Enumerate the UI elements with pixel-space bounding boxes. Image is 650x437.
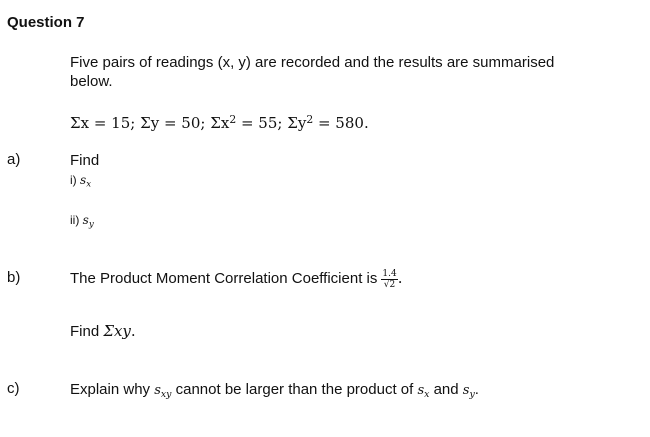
sum-x-squared-base: Σx	[210, 114, 230, 132]
variable-subscript: x	[424, 388, 430, 400]
separator: ;	[277, 114, 283, 132]
variable-s: s	[462, 383, 470, 398]
part-c-end: .	[474, 381, 479, 398]
part-a-ii-label: ii)	[70, 213, 80, 227]
separator: ;	[200, 114, 206, 132]
variable-subscript: y	[469, 388, 475, 400]
sum-x-squared-value: = 55	[236, 114, 278, 132]
part-a-i-label: i)	[70, 173, 77, 187]
variable-s: s	[417, 383, 425, 398]
sum-x-squared	[210, 114, 277, 132]
part-a-ii	[70, 213, 94, 230]
part-c-label: c)	[7, 380, 20, 397]
part-a-i-variable	[80, 173, 92, 190]
part-a-i	[70, 173, 92, 190]
statement-end: .	[397, 269, 403, 287]
variable-s: s	[82, 213, 89, 227]
variable-s-y	[463, 383, 475, 398]
variable-subscript: y	[88, 219, 94, 230]
sum-y-squared-base: Σy	[287, 114, 307, 132]
fraction-numerator: 1.4	[382, 268, 397, 279]
sum-x: Σx = 15	[70, 114, 131, 132]
part-c-statement	[70, 380, 479, 400]
part-b-text: The Product Moment Correlation Coefficient is	[70, 270, 378, 287]
part-a-ii-variable	[82, 213, 94, 230]
intro-line-1: Five pairs of readings (x, y) are recorded and the results are summarised	[70, 54, 555, 71]
part-b-find-text: Find	[70, 323, 100, 340]
find-end: .	[130, 322, 136, 340]
sum-y: Σy = 50	[140, 114, 201, 132]
variable-s: s	[154, 383, 161, 398]
part-b-label: b)	[7, 269, 21, 286]
part-a-label: a)	[7, 151, 21, 168]
part-a-find: Find	[70, 152, 100, 169]
variable-s-xy	[154, 383, 171, 398]
coefficient-fraction	[381, 269, 397, 290]
part-b-statement	[70, 266, 402, 291]
separator: ;	[130, 114, 136, 132]
part-c-text-1: Explain why	[70, 381, 151, 398]
sum-y-squared	[287, 114, 368, 132]
intro-line-2: below.	[70, 73, 113, 90]
sum-x-squared-exp: 2	[229, 113, 237, 127]
part-b-find	[70, 322, 136, 341]
variable-subscript: x	[86, 179, 92, 190]
question-title: Question 7	[7, 14, 85, 31]
part-c-text-2: cannot be larger than the product of	[175, 381, 414, 398]
variable-s: s	[80, 173, 87, 187]
sum-y-squared-exp: 2	[306, 113, 314, 127]
summary-sums	[70, 114, 369, 133]
variable-s-x	[417, 383, 429, 398]
sum-xy: Σxy	[103, 322, 131, 340]
variable-subscript: xy	[160, 388, 172, 400]
part-c-text-3: and	[433, 381, 459, 398]
sum-y-squared-value: = 580.	[313, 114, 369, 132]
fraction-denominator: √2	[383, 279, 396, 290]
